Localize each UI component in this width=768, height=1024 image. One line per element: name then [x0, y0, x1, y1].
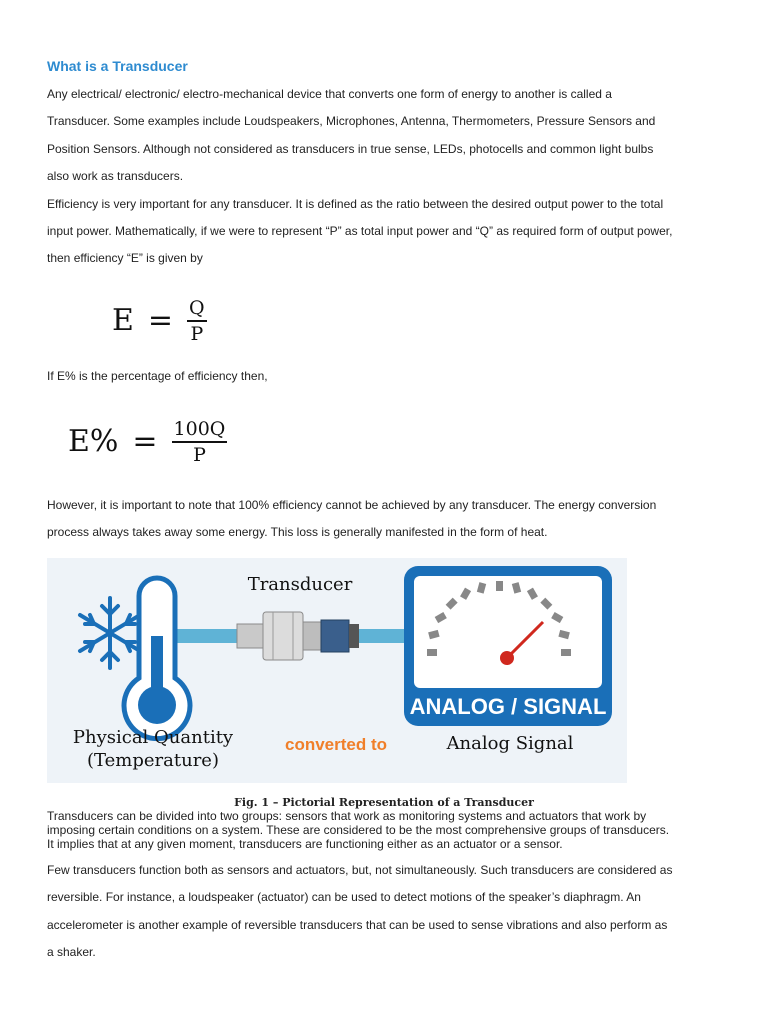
middle-label: converted to	[284, 735, 388, 754]
formula-numerator: 100Q	[173, 418, 226, 440]
text-line: input power. Mathematically, if we were to represent “P” as total input power and “Q” as required form of output power,	[47, 224, 673, 239]
figure-caption: Fig. 1 – Pictorial Representation of a Transducer	[234, 796, 534, 809]
text-line: process always takes away some energy. This loss is generally manifested in the form of heat.	[47, 525, 548, 540]
left-label-line1: Physical Quantity	[72, 727, 234, 748]
formula-denominator: P	[190, 322, 204, 345]
right-label: Analog Signal	[446, 733, 574, 754]
text-line: Any electrical/ electronic/ electro-mechanical device that converts one form of energy to another is called a	[47, 87, 612, 101]
formula-numerator: Q	[189, 297, 205, 319]
percentage-formula	[68, 417, 227, 467]
text-line: accelerometer is another example of reversible transducers that can be used to sense vibrations and also perform as	[47, 917, 668, 932]
text-line: Transducer. Some examples include Loudspeakers, Microphones, Antenna, Thermometers, Pressure Sensors and	[47, 114, 656, 129]
left-label-line2: (Temperature)	[87, 750, 219, 771]
reversible-paragraph	[47, 857, 737, 967]
text-line: then efficiency “E” is given by	[47, 251, 203, 266]
formula-lhs: E%	[68, 424, 119, 460]
figure-title: Transducer	[247, 574, 353, 595]
analog-gauge-icon	[404, 566, 612, 726]
text-line: Transducers can be divided into two groups: sensors that work as monitoring systems and actuators that work by	[47, 809, 647, 823]
formula-equals: =	[132, 424, 158, 460]
groups-paragraph	[47, 809, 747, 851]
text-line: a shaker.	[47, 945, 96, 960]
text-line: Efficiency is very important for any transducer. It is defined as the ratio between the desired output power to the total	[47, 196, 664, 211]
transducer-device-icon	[237, 612, 359, 660]
text-line: However, it is important to note that 100% efficiency cannot be achieved by any transducer. The energy conversion	[47, 498, 657, 512]
section-heading: What is a Transducer	[47, 58, 188, 74]
formula-fraction	[187, 296, 207, 346]
snowflake-icon	[80, 598, 140, 668]
formula-denominator: P	[193, 443, 206, 466]
text-line: Few transducers function both as sensors and actuators, but, not simultaneously. Such transducers are considered as	[47, 863, 673, 877]
efficiency-note-paragraph	[47, 492, 737, 547]
text-line: It implies that at any given moment, transducers are functioning either as an actuator or a sensor.	[47, 837, 563, 851]
formula-equals: =	[147, 303, 174, 339]
text-line: If E% is the percentage of efficiency then,	[47, 369, 268, 383]
formula-lhs: E	[112, 303, 134, 339]
transducer-figure	[47, 558, 627, 783]
text-line: also work as transducers.	[47, 169, 184, 184]
efficiency-formula	[112, 296, 207, 346]
text-line: Position Sensors. Although not considered as transducers in true sense, LEDs, photocells and common light bulbs	[47, 141, 654, 156]
percentage-paragraph	[47, 363, 737, 390]
intro-paragraph	[47, 81, 737, 273]
transducer-illustration	[47, 558, 627, 783]
formula-fraction	[172, 417, 228, 467]
text-line: reversible. For instance, a loudspeaker (actuator) can be used to detect motions of the speaker’s diaphragm. An	[47, 890, 641, 905]
text-line: imposing certain conditions on a system. These are considered to be the most comprehensive groups of transducers.	[47, 823, 670, 837]
gauge-banner-text: ANALOG / SIGNAL	[409, 694, 607, 719]
thermometer-icon	[124, 578, 190, 739]
gauge-pivot	[500, 651, 514, 665]
